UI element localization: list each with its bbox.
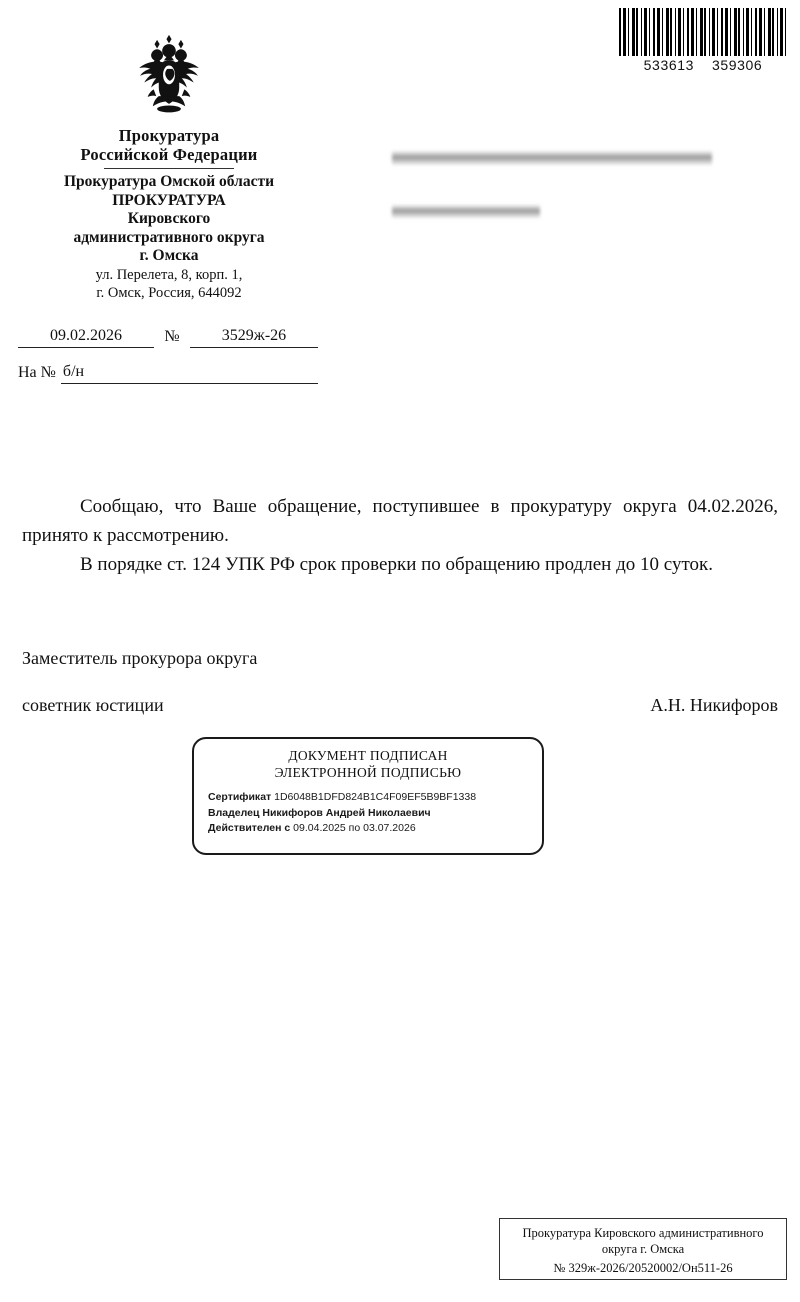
letterhead-district-line2: административного округа <box>73 228 265 246</box>
registration-stamp-number-row <box>500 1260 786 1276</box>
reference-block <box>18 322 318 384</box>
reference-row-incoming <box>18 356 318 384</box>
incoming-number-value: б/н <box>61 363 318 384</box>
reference-row-outgoing <box>18 322 318 348</box>
esign-title-line2: ЭЛЕКТРОННОЙ ПОДПИСЬЮ <box>274 764 462 780</box>
letterhead-city: г. Омска <box>139 247 199 264</box>
esign-validity-to-label: по <box>348 822 361 834</box>
esign-details <box>208 790 542 837</box>
document-date: 09.02.2026 <box>18 327 154 348</box>
registration-number: 329ж-2026/20520002/Он511-26 <box>568 1261 733 1275</box>
registration-stamp <box>499 1218 787 1280</box>
registration-number-symbol: № <box>553 1261 566 1275</box>
letterhead-line2: Российской Федерации <box>80 145 258 164</box>
esign-certificate-value: 1D6048B1DFD824B1C4F09EF5B9BF1338 <box>274 791 477 803</box>
registration-stamp-line1: Прокуратура Кировского административного <box>522 1226 764 1240</box>
esign-owner-value: Никифоров Андрей Николаевич <box>262 806 431 819</box>
barcode-block <box>619 8 787 73</box>
addressee-block <box>392 150 712 219</box>
letterhead-address-line2: г. Омск, Россия, 644092 <box>96 284 242 301</box>
esign-owner-row <box>208 806 542 822</box>
signature-block <box>22 648 778 716</box>
barcode-right-digits: 359306 <box>712 57 763 73</box>
body-paragraph-2: В порядке ст. 124 УПК РФ срок проверки по обращению продлен до 10 суток. <box>80 554 713 575</box>
russian-coat-of-arms-icon <box>126 28 212 120</box>
barcode-icon <box>619 8 787 56</box>
esign-title-line1: ДОКУМЕНТ ПОДПИСАН <box>288 748 448 763</box>
esign-validity-to: 03.07.2026 <box>363 822 416 834</box>
electronic-signature-stamp <box>192 737 544 855</box>
letterhead-district-line1: Кировского <box>127 210 211 227</box>
esign-validity-from: 09.04.2025 <box>293 822 346 834</box>
document-number: 3529ж-26 <box>190 327 318 348</box>
barcode-digits <box>619 57 787 73</box>
signer-row <box>22 695 778 716</box>
esign-certificate-label: Сертификат <box>208 791 272 803</box>
letterhead-line1: Прокуратура <box>118 126 220 145</box>
signer-role-line1: Заместитель прокурора округа <box>22 648 258 668</box>
esign-owner-label: Владелец <box>208 806 260 819</box>
number-symbol: № <box>164 328 180 345</box>
letterhead-office: ПРОКУРАТУРА <box>112 191 226 209</box>
esign-title <box>194 748 542 781</box>
letterhead-address-line1: ул. Перелета, 8, корп. 1, <box>95 266 243 283</box>
signer-name: А.Н. Никифоров <box>650 695 778 715</box>
esign-validity-label: Действителен с <box>208 822 291 834</box>
incoming-number-label: На № <box>18 364 56 381</box>
signer-role-line2: советник юстиции <box>22 695 164 715</box>
body-paragraph-1: Сообщаю, что Ваше обращение, поступившее в прокуратуру округа 04.02.2026, принято к рассмотрению. <box>22 496 778 546</box>
esign-certificate-row <box>208 790 542 806</box>
letter-body <box>22 492 778 579</box>
barcode-left-digits: 533613 <box>643 57 694 73</box>
letterhead-region: Прокуратура Омской области <box>63 173 275 190</box>
esign-validity-row <box>208 821 542 837</box>
addressee-redacted-line-1 <box>392 150 712 166</box>
addressee-redacted-line-2 <box>392 204 540 219</box>
letterhead-divider <box>104 168 234 169</box>
letterhead <box>14 28 324 302</box>
registration-stamp-line2: округа г. Омска <box>601 1242 685 1256</box>
